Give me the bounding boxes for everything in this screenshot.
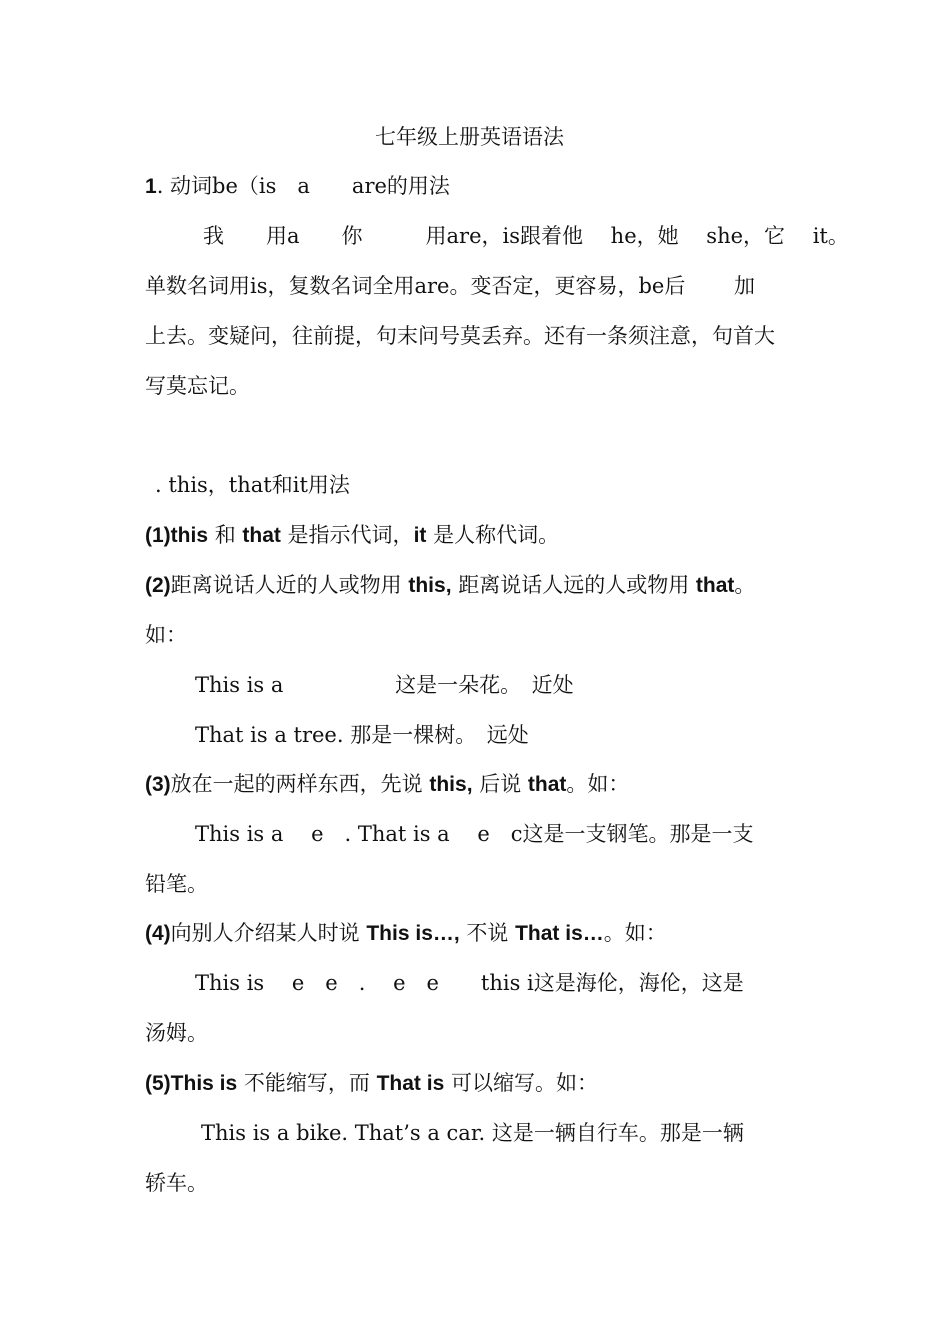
rule-text: 放在一起的两样东西，先说 (170, 772, 430, 796)
rule-text: 距离说话人近的人或物用 (170, 573, 409, 597)
rule-text: 不说 (459, 921, 516, 945)
example-line: This is a e . That is a e c这是一支钢笔。那是一支 (195, 822, 754, 846)
example-line: 轿车。 (145, 1171, 208, 1195)
rule-text: 后说 (472, 772, 528, 796)
rule-text: 是人称代词。 (426, 523, 560, 547)
rule-text: 是指示代词， (280, 523, 414, 547)
section1-number: 1 (145, 175, 157, 198)
section1-para-line2: 单数名词用is，复数名词全用are。变否定，更容易，be后 加 (145, 274, 756, 298)
keyword-that: that (695, 574, 735, 597)
keyword-that-is: That is (376, 1072, 445, 1095)
keyword-that: that (527, 773, 567, 796)
rule-item-number: (2) (145, 574, 171, 597)
keyword-this: this, (429, 773, 473, 796)
keyword-this: this, (408, 574, 452, 597)
keyword-it: it (413, 524, 427, 547)
rule-text: 向别人介绍某人时说 (170, 921, 367, 945)
keyword-that: that (242, 524, 281, 547)
rule-item-1 (145, 520, 559, 551)
example-line: This is e e . e e this i这是海伦，海伦，这是 (195, 971, 744, 995)
rule-text: 而 (348, 1071, 377, 1095)
rule-item-number: (3) (145, 773, 171, 796)
keyword-this-is: This is (170, 1072, 238, 1095)
rule-text: 和 (208, 523, 243, 547)
example-intro: 如： (145, 623, 187, 647)
rule-text: 可以缩写。如： (444, 1071, 598, 1095)
keyword-this: this (170, 524, 209, 547)
section1-heading-text: . 动词be（is a are的用法 (156, 174, 450, 198)
example-line: This is a 这是一朵花。 近处 (195, 673, 574, 697)
rule-text: 距离说话人远的人或物用 (451, 573, 696, 597)
section1-para-line3: 上去。变疑问，往前提，句末问号莫丢弃。还有一条须注意，句首大 (145, 324, 775, 348)
rule-text: 不能缩写， (237, 1071, 349, 1095)
rule-text: 。如： (566, 772, 630, 796)
rule-text: 。如： (603, 921, 667, 945)
keyword-that-is: That is… (515, 922, 604, 945)
page-title: 七年级上册英语语法 (375, 125, 564, 149)
section1-para-line4: 写莫忘记。 (145, 374, 250, 398)
rule-item-number: (1) (145, 524, 171, 547)
section1-para-line1: 我 用a 你 用are，is跟着他 he，她 she，它 it。 (203, 224, 849, 248)
rule-item-number: (4) (145, 922, 171, 945)
section2-heading: . this，that和it用法 (155, 473, 350, 497)
example-line: This is a bike. That’s a car. 这是一辆自行车。那是一辆 (201, 1121, 744, 1145)
rule-item-5 (145, 1068, 598, 1099)
rule-item-2 (145, 570, 755, 601)
example-line: 汤姆。 (145, 1021, 208, 1045)
keyword-this-is: This is…, (366, 922, 460, 945)
section1-heading (145, 171, 450, 202)
rule-item-4 (145, 918, 667, 949)
example-line: 铅笔。 (145, 872, 208, 896)
rule-item-number: (5) (145, 1072, 171, 1095)
rule-text: 。 (734, 573, 756, 597)
rule-item-3 (145, 769, 629, 800)
example-line: That is a tree. 那是一棵树。 远处 (195, 723, 529, 747)
